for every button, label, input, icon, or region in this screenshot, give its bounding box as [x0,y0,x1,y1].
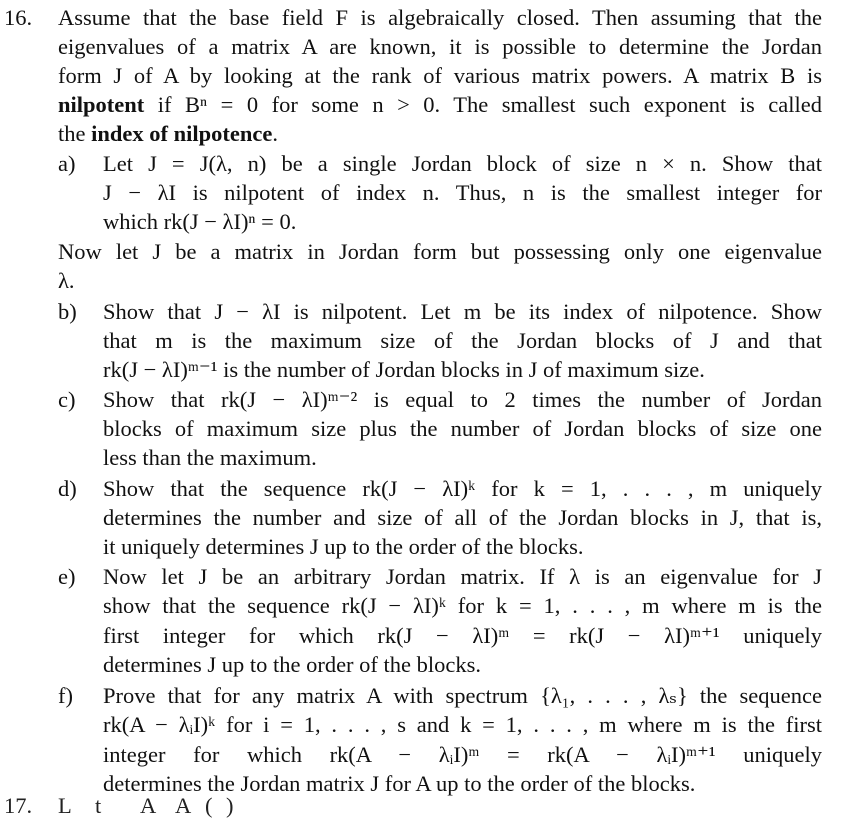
part-c-line-1: Show that rk(J − λI)ᵐ⁻² is equal to 2 times the number of Jordan [103,387,822,412]
part-a-label: a) [58,151,76,176]
interlude-line-1: Now let J be a matrix in Jordan form but possessing only one eigenvalue [58,239,822,264]
part-d-line-3: it uniquely determines J up to the order of the blocks. [103,534,584,559]
part-e-line-2: show that the sequence rk(J − λI)ᵏ for k = 1, . . . , m where m is the [103,593,822,618]
intro-line-4: nilpotent if Bⁿ = 0 for some n > 0. The smallest such exponent is called [58,92,822,117]
part-e-line-4: determines J up to the order of the blocks. [103,652,482,677]
part-a-line-3: which rk(J − λI)ⁿ = 0. [103,209,297,234]
part-e-line-1: Now let J be an arbitrary Jordan matrix. If λ is an eigenvalue for J [103,564,822,589]
part-b-line-1: Show that J − λI is nilpotent. Let m be its index of nilpotence. Show [103,299,822,324]
part-d-line-1: Show that the sequence rk(J − λI)ᵏ for k = 1, . . . , m uniquely [103,476,822,501]
part-f-line-2: rk(A − λᵢI)ᵏ for i = 1, . . . , s and k = 1, . . . , m where m is the first [103,712,822,737]
part-b-line-3: rk(J − λI)ᵐ⁻¹ is the number of Jordan blocks in J of maximum size. [103,357,705,382]
part-b-label: b) [58,299,77,324]
intro-line-5: the index of nilpotence. [58,121,279,146]
part-a-line-1: Let J = J(λ, n) be a single Jordan block of size n × n. Show that [103,151,822,176]
intro-line-2: eigenvalues of a matrix A are known, it is possible to determine the Jordan [58,34,822,59]
part-e-label: e) [58,564,76,589]
cropped-next-line: 17. L t A A ( ) [4,793,234,818]
intro-line-3: form J of A by looking at the rank of various matrix powers. A matrix B is [58,63,822,88]
interlude-line-2: λ. [58,268,75,293]
part-a-line-2: J − λI is nilpotent of index n. Thus, n is the smallest integer for [103,180,822,205]
part-f-line-3: integer for which rk(A − λᵢI)ᵐ = rk(A − λᵢI)ᵐ⁺¹ uniquely [103,742,822,767]
intro-line-1: Assume that the base field F is algebraically closed. Then assuming that the [58,5,822,30]
part-c-line-3: less than the maximum. [103,445,317,470]
part-b-line-2: that m is the maximum size of the Jordan blocks of J and that [103,328,822,353]
part-c-label: c) [58,387,76,412]
part-c-line-2: blocks of maximum size plus the number of Jordan blocks of size one [103,416,822,441]
part-d-label: d) [58,476,77,501]
part-f-label: f) [58,683,73,708]
part-f-line-4: determines the Jordan matrix J for A up to the order of the blocks. [103,771,696,796]
problem-number: 16. [4,5,33,30]
part-e-line-3: first integer for which rk(J − λI)ᵐ = rk(J − λI)ᵐ⁺¹ uniquely [103,623,822,648]
part-f-line-1: Prove that for any matrix A with spectrum {λ₁, . . . , λₛ} the sequence [103,683,822,708]
part-d-line-2: determines the number and size of all of the Jordan blocks in J, that is, [103,505,822,530]
